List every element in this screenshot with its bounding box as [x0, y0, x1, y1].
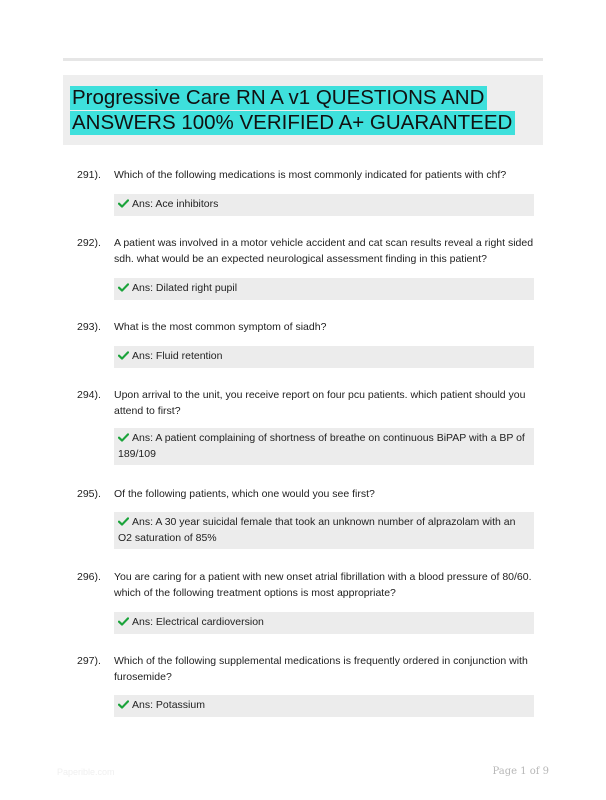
answer-text: Ans: A 30 year suicidal female that took an unknown number of alprazolam with an O2 saturation of 85% — [118, 516, 516, 544]
question-number: 294). — [77, 389, 101, 401]
question-number: 295). — [77, 488, 101, 500]
question-number: 297). — [77, 655, 101, 667]
checkmark-icon — [118, 617, 129, 626]
question-text: Which of the following medications is most commonly indicated for patients with chf? — [114, 169, 507, 181]
question-text: What is the most common symptom of siadh? — [114, 321, 327, 333]
answer-text: Ans: Electrical cardioversion — [132, 616, 264, 628]
checkmark-icon — [118, 351, 129, 360]
document-title — [70, 85, 530, 135]
question-number: 296). — [77, 571, 101, 583]
checkmark-icon — [118, 700, 129, 709]
top-divider — [63, 58, 543, 61]
question-number: 292). — [77, 237, 101, 249]
answer-box — [114, 346, 534, 368]
answer-box — [114, 612, 534, 634]
question-number: 293). — [77, 321, 101, 333]
footer-watermark: Paperible.com — [57, 767, 115, 777]
question-text: A patient was involved in a motor vehicle accident and cat scan results reveal a right sided sdh. what would be an expected neurological assessment finding in this patient? — [114, 237, 534, 265]
question-number: 291). — [77, 169, 101, 181]
answer-box — [114, 428, 534, 465]
answer-text: Ans: A patient complaining of shortness of breathe on continuous BiPAP with a BP of 189/109 — [118, 432, 525, 460]
checkmark-icon — [118, 517, 129, 526]
answer-text: Ans: Potassium — [132, 699, 205, 711]
question-text: Upon arrival to the unit, you receive report on four pcu patients. which patient should you attend to first? — [114, 389, 526, 417]
question-text: You are caring for a patient with new onset atrial fibrillation with a blood pressure of 80/60. which of the following treatment options is most appropriate? — [114, 571, 532, 599]
document-title-text: Progressive Care RN A v1 QUESTIONS AND ANSWERS 100% VERIFIED A+ GUARANTEED — [70, 86, 515, 135]
answer-box — [114, 194, 534, 216]
answer-text: Ans: Ace inhibitors — [132, 198, 219, 210]
checkmark-icon — [118, 433, 129, 442]
answer-box — [114, 278, 534, 300]
answer-text: Ans: Dilated right pupil — [132, 282, 238, 294]
answer-text: Ans: Fluid retention — [132, 350, 223, 362]
answer-box — [114, 695, 534, 717]
question-text: Of the following patients, which one would you see first? — [114, 488, 375, 500]
question-text: Which of the following supplemental medications is frequently ordered in conjunction with furosemide? — [114, 655, 528, 683]
checkmark-icon — [118, 199, 129, 208]
answer-box — [114, 512, 534, 549]
page-number: Page 1 of 9 — [492, 766, 549, 777]
checkmark-icon — [118, 283, 129, 292]
